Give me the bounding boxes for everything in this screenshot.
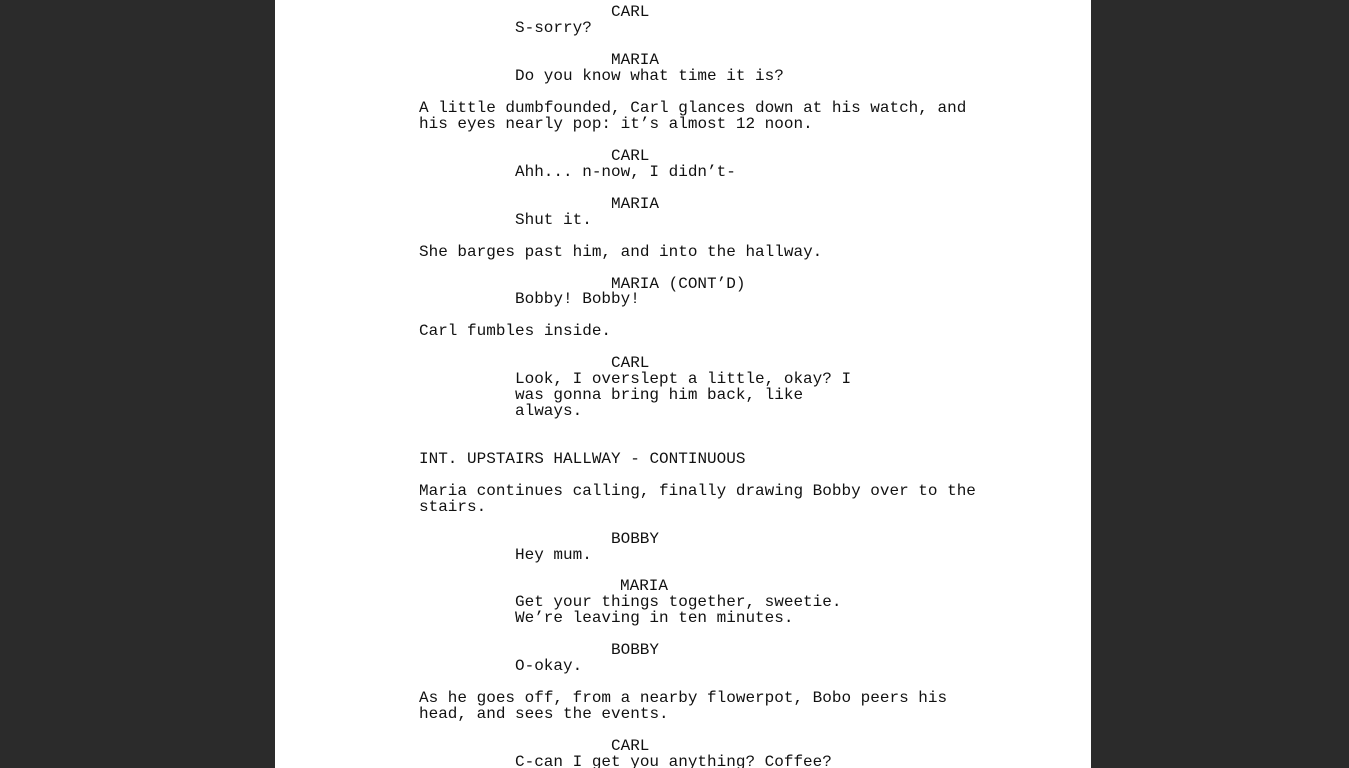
dialogue-line: was gonna bring him back, like — [515, 386, 804, 404]
character-name: CARL — [611, 3, 650, 21]
action-line: Carl fumbles inside. — [419, 322, 612, 340]
character-name: CARL — [611, 354, 650, 372]
character-name: BOBBY — [611, 530, 660, 548]
action-line: head, and sees the events. — [419, 705, 669, 723]
dialogue-line: Bobby! Bobby! — [515, 290, 640, 308]
character-name: CARL — [611, 147, 650, 165]
action-line: stairs. — [419, 498, 487, 516]
dialogue-line: Hey mum. — [515, 546, 592, 564]
character-name: CARL — [611, 737, 650, 755]
character-name: BOBBY — [611, 641, 660, 659]
dialogue-line: Ahh... n-now, I didn’t- — [515, 163, 736, 181]
dialogue-line: C-can I get you anything? Coffee? — [515, 753, 832, 768]
action-line: As he goes off, from a nearby flowerpot, Bobo peers his — [419, 689, 948, 707]
character-name: MARIA — [620, 577, 669, 595]
action-line: She barges past him, and into the hallway. — [419, 243, 823, 261]
dialogue-line: Get your things together, sweetie. — [515, 593, 842, 611]
scene-heading: INT. UPSTAIRS HALLWAY - CONTINUOUS — [419, 450, 746, 468]
dialogue-line: O-okay. — [515, 657, 583, 675]
screenplay-page — [275, 0, 1091, 768]
dialogue-line: We’re leaving in ten minutes. — [515, 609, 794, 627]
dialogue-line: Look, I overslept a little, okay? I — [515, 370, 852, 388]
dialogue-line: always. — [515, 402, 583, 420]
character-name: MARIA (CONT’D) — [611, 275, 746, 293]
character-name: MARIA — [611, 195, 660, 213]
character-name: MARIA — [611, 51, 660, 69]
action-line: A little dumbfounded, Carl glances down at his watch, and — [419, 99, 967, 117]
dialogue-line: Shut it. — [515, 211, 592, 229]
dialogue-line: S-sorry? — [515, 19, 592, 37]
dialogue-line: Do you know what time it is? — [515, 67, 784, 85]
action-line: Maria continues calling, finally drawing Bobby over to the — [419, 482, 976, 500]
action-line: his eyes nearly pop: it’s almost 12 noon. — [419, 115, 813, 133]
